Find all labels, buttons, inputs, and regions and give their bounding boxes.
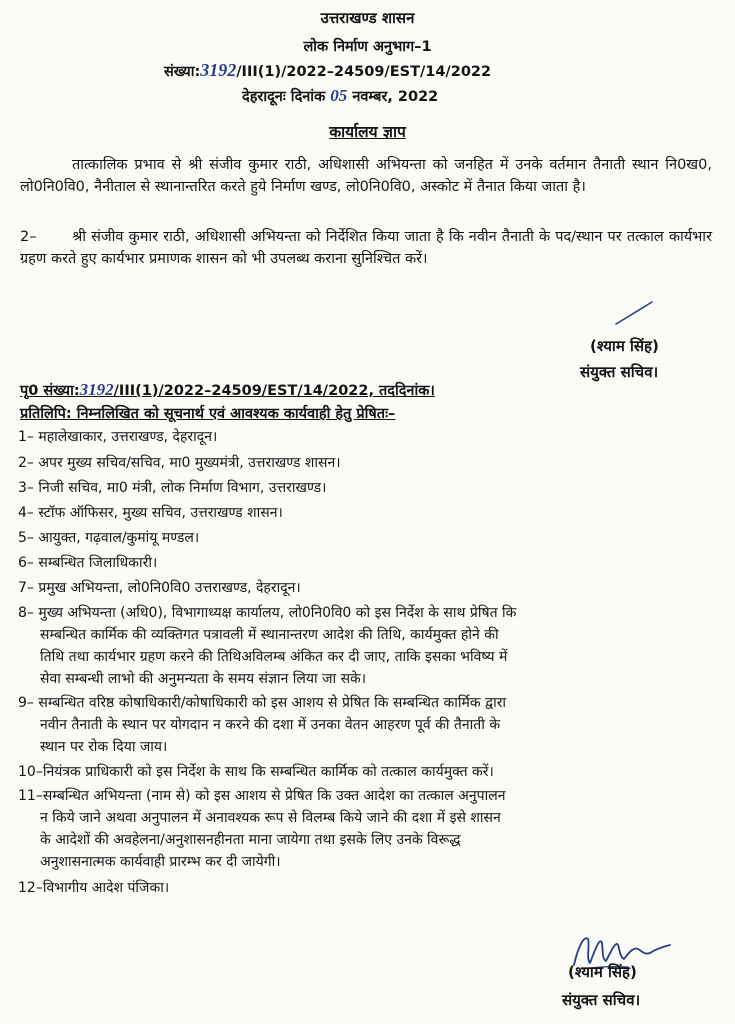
- copy-list-item: 12–विभागीय आदेश पंजिका।: [18, 880, 170, 896]
- date-suffix: नवम्बर, 2022: [352, 89, 439, 105]
- copy-list-item-continuation: न किये जाने अथवा अनुपालन में अनावश्यक रूप से विलम्ब किये जाने की दशा में इसे शासन: [40, 810, 501, 826]
- copy-list-item: 6– सम्बन्धित जिलाधिकारी।: [18, 555, 158, 571]
- reference-prefix: संख्या:: [164, 64, 201, 80]
- signature-2-designation: संयुक्त सचिव।: [562, 991, 641, 1009]
- copy-list-item: 5– आयुक्त, गढ़वाल/कुमांयू मण्डल।: [18, 530, 200, 546]
- copy-list-item: 8– मुख्य अभियन्ता (अधि0), विभागाध्यक्ष कार्यालय, लो0नि0वि0 को इस निर्देश के साथ प्रेषित कि: [18, 605, 517, 621]
- reference-number: [164, 60, 491, 81]
- signature-2-name: (श्याम सिंह): [568, 963, 637, 981]
- copy-list-item-continuation: तिथि तथा कार्यभार ग्रहण करने की तिथिअविलम्ब अंकित कर दी जाए, ताकि इसका भविष्य में: [40, 649, 508, 665]
- copy-reference-suffix: /III(1)/2022–24509/EST/14/2022, तददिनांक।: [113, 383, 435, 399]
- copy-list-item-continuation: स्थान पर रोक दिया जाय।: [40, 739, 168, 755]
- copy-list-item: 10–नियंत्रक प्राधिकारी को इस निर्देश के साथ कि सम्बन्धित कार्मिक को तत्काल कार्यमुक्त करें।: [18, 764, 494, 780]
- copy-list-item: 1– महालेखाकार, उत्तराखण्ड, देहरादून।: [18, 429, 218, 445]
- signature-1-designation: संयुक्त सचिव।: [580, 363, 659, 381]
- copy-list-item-continuation: के आदेशों की अवहेलना/अनुशासनहीनता माना जायेगा तथा इसके लिए उनके विरूद्ध: [40, 832, 461, 848]
- copy-list-item: 3– निजी सचिव, मा0 मंत्री, लोक निर्माण विभाग, उत्तराखण्ड।: [18, 480, 327, 496]
- copy-reference-prefix: पृ0 संख्या:: [20, 383, 80, 399]
- date-prefix: देहरादूनः दिनांक: [242, 89, 326, 105]
- copy-list-item: 11–सम्बन्धित अभियन्ता (नाम से) को इस आशय से प्रेषित कि उक्त आदेश का तत्काल अनुपालन: [18, 788, 506, 804]
- paragraph-1: तात्कालिक प्रभाव से श्री संजीव कुमार राठी, अधिशासी अभियन्ता को जनहित में उनके वर्तमान तैनाती स्थान नि0ख0, लो0नि0वि0, नैनीताल से स्थानान्तरित करते हुये निर्माण खण्ड, लो0नि0वि0, अस्कोट में तैनात किया जाता है।: [20, 157, 712, 195]
- reference-suffix: /III(1)/2022–24509/EST/14/2022: [236, 64, 492, 80]
- copy-list-item-continuation: नवीन तैनाती के स्थान पर योगदान न करने की दशा में उनका वेतन आहरण पूर्व की तैनाती के: [40, 717, 501, 733]
- paragraph-2-text: श्री संजीव कुमार राठी, अधिशासी अभियन्ता को निर्देशित किया जाता है कि नवीन तैनाती के पद/स्थान पर तत्काल कार्यभार ग्रहण करते हुए कार्यभार प्रमाणक शासन को भी उपलब्ध कराना सुनिश्चित करें।: [20, 229, 712, 267]
- copy-intro: प्रतिलिपि: निम्नलिखित को सूचनार्थ एवं आवश्यक कार्यवाही हेतु प्रेषितः–: [20, 406, 396, 422]
- copy-list-item: 9– सम्बन्धित वरिष्ठ कोषाधिकारी/कोषाधिकारी को इस आशय से प्रेषित कि सम्बन्धित कार्मिक द्वारा: [18, 695, 507, 711]
- government-heading: उत्तराखण्ड शासन: [320, 9, 415, 27]
- copy-list-item-continuation: सेवा सम्बन्धी लाभो की अनुमन्यता के समय संज्ञान लिया जा सके।: [40, 671, 367, 687]
- signature-mark-1: [612, 298, 658, 328]
- issue-date: [242, 86, 438, 106]
- copy-list-item-continuation: अनुशासनात्मक कार्यवाही प्रारम्भ कर दी जायेगी।: [40, 854, 281, 870]
- reference-handwritten-number: 3192: [200, 60, 237, 80]
- document-title: कार्यालय ज्ञाप: [329, 123, 406, 141]
- signature-1-name: (श्याम सिंह): [590, 337, 659, 355]
- copy-list-item-continuation: सम्बन्धित कार्मिक की व्यक्तिगत पत्रावली में स्थानान्तरण आदेश की तिथि, कार्यमुक्त होने की: [40, 627, 499, 643]
- date-handwritten-day: 05: [330, 86, 348, 105]
- paragraph-2: [20, 226, 712, 270]
- department-heading: लोक निर्माण अनुभाग–1: [303, 39, 432, 55]
- copy-reference-handwritten-number: 3192: [79, 380, 114, 399]
- copy-list-item: 7– प्रमुख अभियन्ता, लो0नि0वि0 उत्तराखण्ड, देहरादून।: [18, 580, 301, 596]
- paragraph-2-number: 2–: [20, 229, 37, 245]
- copy-list-item: 2– अपर मुख्य सचिव/सचिव, मा0 मुख्यमंत्री, उत्तराखण्ड शासन।: [18, 455, 341, 471]
- copy-reference: [20, 380, 435, 400]
- copy-list-item: 4– स्टॉफ ऑफिसर, मुख्य सचिव, उत्तराखण्ड शासन।: [18, 505, 283, 521]
